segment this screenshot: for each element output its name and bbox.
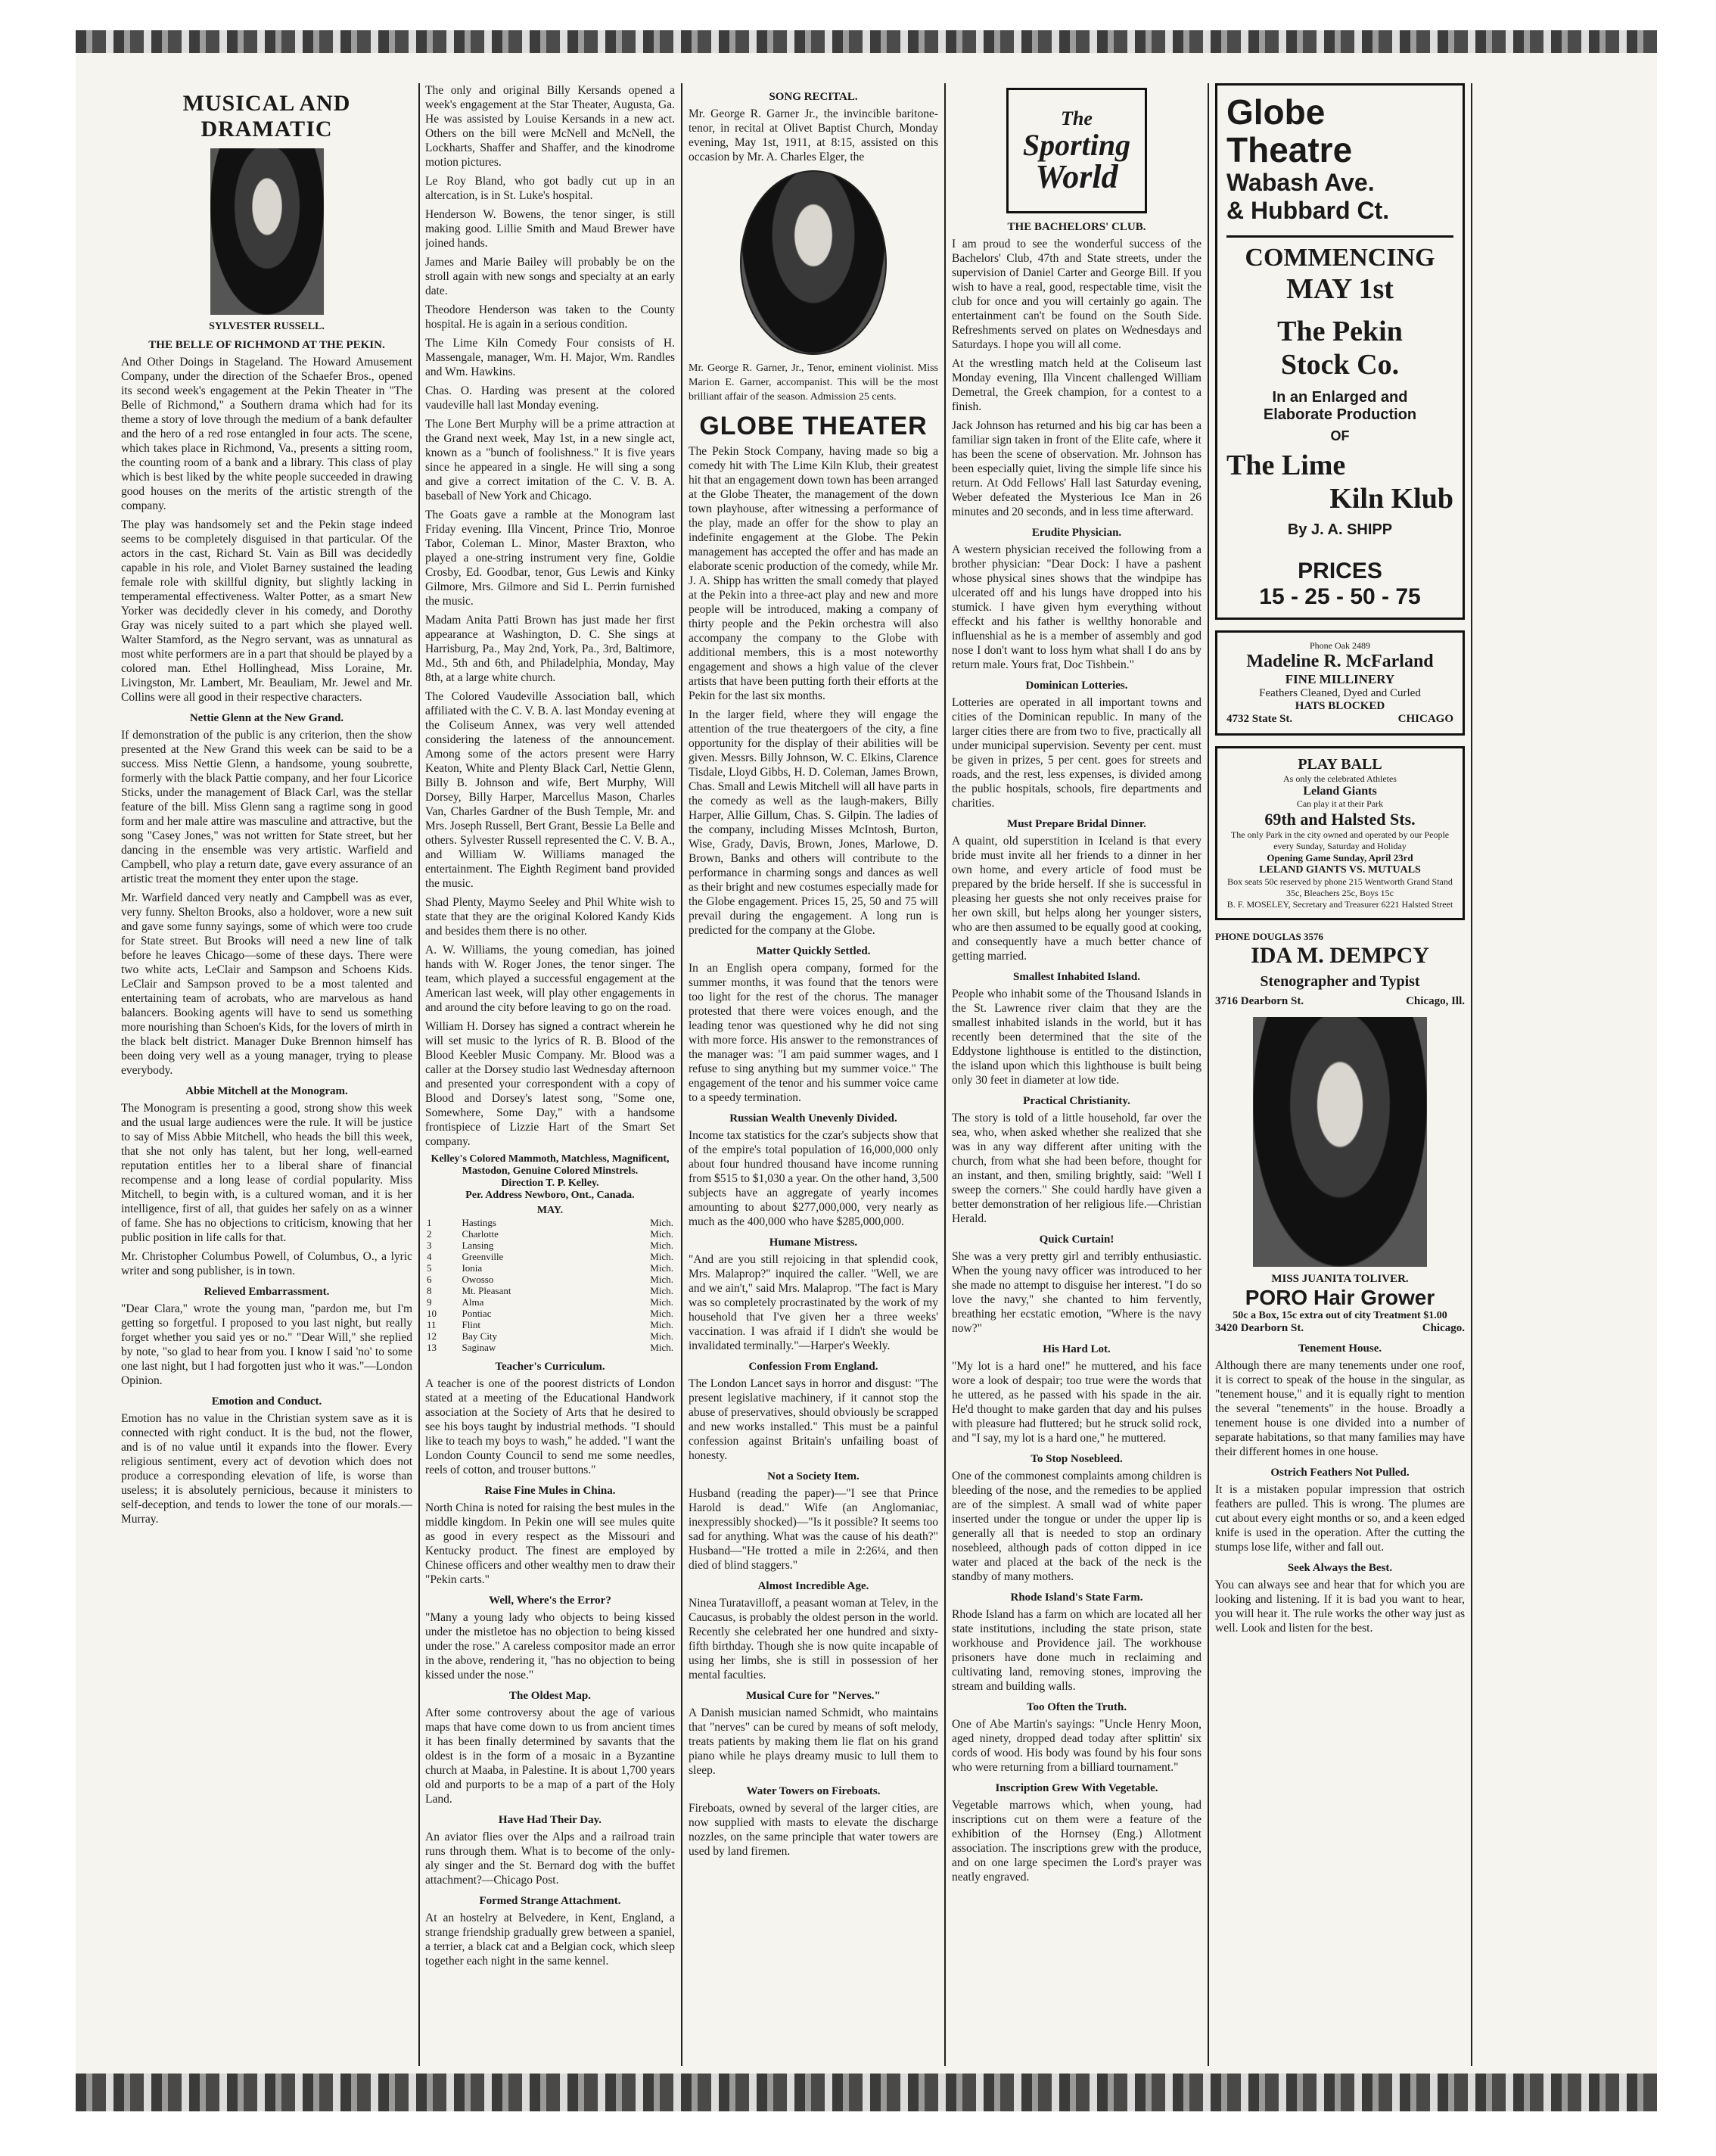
schedule-row bbox=[425, 1228, 675, 1240]
schedule-state: Mich. bbox=[650, 1240, 673, 1251]
article-paragraph: The Lime Kiln Comedy Four consists of H. Massengale, manager, Wm. H. Major, Wm. Randles and Wm. Hawkins. bbox=[425, 337, 675, 378]
article-paragraph: Jack Johnson has returned and his big car has been a familiar sign taken in front of the Elite cafe, where it has been the scene of observation. Mr. Johnson has been especially quiet, living the simple life since his return. At Odd Fellows' Hall last Saturday evening, Weber defeated the Mysterious Ice Man in 26 minutes and 20 seconds, and in less time afterward. bbox=[952, 419, 1202, 518]
article-heading: Rhode Island's State Farm. bbox=[1010, 1591, 1143, 1604]
schedule-day: 8 bbox=[427, 1285, 432, 1296]
article-paragraph: At an hostelry at Belvedere, in Kent, England, a strange friendship gradually grew between a spaniel, a terrier, a black cat and a Belgian cock, which sleep together each night in the same kennel. bbox=[425, 1912, 675, 1968]
article-heading: Ostrich Feathers Not Pulled. bbox=[1270, 1467, 1410, 1479]
schedule-city: Flint bbox=[462, 1319, 481, 1330]
article-paragraph: "My lot is a hard one!" he muttered, and his face wore a look of despair; too true were the words that he uttered, as he passed with his spade in the air. He'd thought to make garden that day and his pulses with pleasure had fluttered; but he struck solid rock, and "I say, my lot is a hard one," he muttered. bbox=[952, 1360, 1202, 1445]
article-paragraph: It is a mistaken popular impression that ostrich feathers are pulled. This is wrong. The plumes are cut about every eight months or so, and a keen edged knife is used in the operation. After the cutting the stumps lose life, wither and fall out. bbox=[1215, 1483, 1465, 1554]
schedule-state: Mich. bbox=[650, 1296, 673, 1308]
article-heading: Must Prepare Bridal Dinner. bbox=[1007, 818, 1146, 830]
play-ball-title: PLAY BALL bbox=[1298, 756, 1382, 773]
schedule-row bbox=[425, 1285, 675, 1296]
article-paragraph: Shad Plenty, Maymo Seeley and Phil White wish to state that they are the original Kolored Kandy Kids and besides them there is no other. bbox=[425, 896, 675, 938]
schedule-day: 9 bbox=[427, 1296, 432, 1308]
globe-ad-company1: The Pekin bbox=[1277, 316, 1403, 347]
schedule-state: Mich. bbox=[650, 1251, 673, 1262]
stenographer-name: IDA M. DEMPCY bbox=[1251, 943, 1429, 968]
schedule-state: Mich. bbox=[650, 1319, 673, 1330]
article-paragraph: You can always see and hear that for which you are looking and listening. If it is bad you want to hear, you will hear it. The rule works the other way just as well. Look and listen for the best. bbox=[1215, 1579, 1465, 1635]
schedule-row bbox=[425, 1251, 675, 1262]
article-paragraph: The Monogram is presenting a good, strong show this week and the usual large audiences were the rule. It will be justice to say of Miss Abbie Mitchell, who heads the bill this week, that she not only has talent, but her long, well-earned reputation entitles her to a liberal share of financial recompense and a long lease of cordial popularity. Miss Mitchell, to begin with, is a cultured woman, and it is her intelligence, first of all, that guides her safely on as a winner of fame. She has no objections to criticism, knowing that her public position in life calls for that. bbox=[121, 1102, 412, 1244]
millinery-trade: FINE MILLINERY bbox=[1285, 672, 1395, 686]
schedule-city: Alma bbox=[462, 1296, 484, 1308]
article-paragraph: One of the commonest complaints among children is bleeding of the nose, and the remedies to be applied are of the simplest. A small wad of white paper inserted under the tongue or under the upper lip is generally all that is needed to stop an ordinary nosebleed, although pads of cotton dipped in ice water and placed at the back of the neck is the standby of many mothers. bbox=[952, 1470, 1202, 1583]
minstrels-ad-address: Per. Address Newboro, Ont., Canada. bbox=[465, 1190, 635, 1201]
article-heading: Almost Incredible Age. bbox=[757, 1580, 869, 1592]
article-heading: Tenement House. bbox=[1298, 1342, 1382, 1355]
logo-word-sporting: Sporting bbox=[1022, 128, 1131, 162]
article-heading: Too Often the Truth. bbox=[1026, 1701, 1127, 1713]
schedule-day: 4 bbox=[427, 1251, 432, 1262]
article-paragraph: Henderson W. Bowens, the tenor singer, is still making good. Lillie Smith and Maud Brewer have joined hands. bbox=[425, 208, 675, 250]
play-ball-line: Can play it at their Park bbox=[1296, 798, 1384, 809]
article-paragraph: James and Marie Bailey will probably be on the stroll again with new songs and specialty at an early date. bbox=[425, 256, 675, 297]
schedule-state: Mich. bbox=[650, 1285, 673, 1296]
globe-theatre-ad bbox=[1215, 83, 1465, 620]
article-paragraph: Emotion has no value in the Christian system save as it is connected with right conduct. It is the bud, not the flower, and is of no value until it expands into the flower. Every religious sentiment, every act of devotion which does not produce a corresponding elevation of life, is worse than useless; it is absolutely pernicious, because it ministers to self-deception, and tends to lower the tone of our morals.—Murray. bbox=[121, 1412, 412, 1526]
article-heading: Quick Curtain! bbox=[1039, 1234, 1114, 1246]
column-stage-notes bbox=[425, 83, 675, 2066]
article-paragraph: If demonstration of the public is any criterion, then the show presented at the New Grand this week can be said to be a success. Miss Nettie Glenn, a handsome, young soubrette, formerly with the black Pattie company, and her four Licorice Sticks, under the management of Black Carl, was the stellar feature of the bill. Miss Glenn sang a ragtime song in good form and her male attire was masculine and attractive, but the song "Casey Jones," was not written for State street, but her dancing in the ensemble was very artistic. Warfield and Campbell, who play a return date, gave every assurance of an artistic treat the moment they enter upon the stage. bbox=[121, 729, 412, 885]
logo-word-the: The bbox=[1061, 107, 1093, 129]
schedule-day: 11 bbox=[427, 1319, 437, 1330]
article-heading: Dominican Lotteries. bbox=[1025, 680, 1128, 692]
article-heading: Erudite Physician. bbox=[1031, 527, 1122, 539]
schedule-state: Mich. bbox=[650, 1330, 673, 1342]
article-heading: Have Had Their Day. bbox=[498, 1814, 602, 1826]
millinery-line: Feathers Cleaned, Dyed and Curled bbox=[1259, 687, 1421, 699]
schedule-city: Charlotte bbox=[462, 1228, 499, 1240]
schedule-row bbox=[425, 1308, 675, 1319]
article-paragraph: I am proud to see the wonderful success of the Bachelors' Club, 47th and State streets, under the supervision of Daniel Carter and George Bill. If you wish to have a real, good, respectable time, visit the club for once and you will certainly go again. The entertainment can't be found on the South Side. Refreshments served on plates on Wednesdays and Saturdays. I hope you will all come. bbox=[952, 238, 1202, 351]
schedule-day: 10 bbox=[427, 1308, 437, 1319]
schedule-state: Mich. bbox=[650, 1262, 673, 1274]
article-heading: Relieved Embarrassment. bbox=[204, 1286, 330, 1298]
article-paragraph: William H. Dorsey has signed a contract wherein he will set music to the lyrics of R. B. Blood of the Blood Keebler Music Company. Mr. Blood was a caller at the Dorsey studio last Wednesday afternoon and presented your correspondent with a copy of Blood and Dorsey's latest song, "Some one, Somewhere, Some Day," with a handsome frontispiece of Lizzie Hart of the Smart Set company. bbox=[425, 1020, 675, 1148]
article-paragraph: A Danish musician named Schmidt, who maintains that "nerves" can be cured by means of soft melody, treats patients by making them lie flat on his grand piano while he plays dreamy music to lull them to sleep. bbox=[689, 1706, 938, 1777]
article-heading: To Stop Nosebleed. bbox=[1031, 1453, 1123, 1465]
millinery-ad bbox=[1215, 630, 1465, 736]
article-paragraph: The play was handsomely set and the Pekin stage indeed seems to be completely disguised in that particular. Of the actors in the cast, Richard St. Vain as Bill was decidedly capable in his role, and Violet Barney sustained the leading female role with skillful dignity, but slightly lacking in temperamental effectiveness. Walter Potter, as a smart New Yorker was decidedly clever in his comedy, and Dorothy Gray was nicely suited to a part which she played well. Walter Stamford, as the Negro servant, was as unnatural as most white performers are in a part that should be played by a colored man. Ethel Hollinghead, Miss Loraine, Mr. Livingston, Mr. Lambert, Mr. Beauliam, Mr. Jewel and Mr. Collins were all good in their respective characters. bbox=[121, 518, 412, 704]
schedule-row bbox=[425, 1296, 675, 1308]
globe-ad-prod2: Elaborate Production bbox=[1263, 406, 1417, 423]
minstrels-ad-direction: Direction T. P. Kelley. bbox=[501, 1178, 599, 1189]
article-paragraph: The London Lancet says in horror and disgust: "The present legislative machinery, if it cannot stop the abuse of preservatives, should obviously be scrapped and new works installed." This must be a painful confession against Britain's unfailing boast of honesty. bbox=[689, 1377, 938, 1462]
article-paragraph: The Colored Vaudeville Association ball, which affiliated with the C. V. B. A. last Monday evening at the Coliseum Annex, was very well attended considering the lateness of the announcement. Among some of the actors present were Harry Keaton, White and Plenty Black Carl, Nettie Glenn, Billy B. Johnson and wife, Bert Murphy, Will Dorsey, Billy Harper, Marcellus Mason, Charles Van, Charles Gardner of the Bush Temple, Mr. and Mrs. Joseph Russell, Bert Grant, Bessie La Belle and others. Sylvester Russell represented the C. V. B. A., and William W. Williams managed the entertainment. The Eighth Regiment band provided the music. bbox=[425, 690, 675, 890]
article-heading: Smallest Inhabited Island. bbox=[1013, 971, 1140, 983]
schedule-city: Hastings bbox=[462, 1217, 496, 1228]
play-ball-prices: Box seats 50c reserved by phone 215 Wentworth Grand Stand 35c, Bleachers 25c, Boys 15c bbox=[1227, 876, 1453, 898]
article-paragraph: "And are you still rejoicing in that splendid cook, Mrs. Malaprop?" inquired the caller. "Well, we are and we ain't," said Mrs. Malaprop. "The fact is Mary was so completely procrastinated by the work of my household that I've given her a three weeks' vaccination. I was afraid if I didn't she would be invalidated terminally."—Harper's Weekly. bbox=[689, 1253, 938, 1352]
article-paragraph: "Many a young lady who objects to being kissed under the mistletoe has no objection to being kissed under the rose." A careless compositor made an error in the above, rendering it, "has no objection to being kissed under the nose." bbox=[425, 1611, 675, 1682]
schedule-state: Mich. bbox=[650, 1217, 673, 1228]
schedule-day: 1 bbox=[427, 1217, 432, 1228]
article-paragraph: The Pekin Stock Company, having made so big a comedy hit with The Lime Kiln Klub, their greatest hit that an engagement down town has been arranged at the Globe Theater, the management of the down town playhouse, after witnessing a performance of the play, made an offer for the show to play an indefinite engagement at the Globe. The Pekin management has accepted the offer and has made an elaborate scenic production of the comedy, while Mr. J. A. Shipp has written the small comedy that played at the Pekin into a three-act play and new and more people will be introduced, making a company of thirty people and the Pekin orchestra will also accompany the company to the Globe with additional members, this is a most noteworthy engagement and shows a high value of the clever artists that have been putting forth their efforts at the Pekin for the last six months. bbox=[689, 445, 938, 702]
article-paragraph: After some controversy about the age of various maps that have come down to us from ancient times it has been finally determined by savants that the oldest is in the form of a mosaic in a Byzantine church at Maaba, in Palestine. It is about 1,700 years old and purports to be a map of a part of the Holy Land. bbox=[425, 1706, 675, 1806]
article-paragraph: In an English opera company, formed for the summer months, it was found that the tenors were too light for the rest of the chorus. The manager protested that there were voices enough, and the leading tenor was questioned why he did not sing with more force. His answer to the remonstrances of the manager was: "I am paid summer wages, and I refuse to sing anything but my summer voice." The engagement of the tenor and his summer voice came to a speedy termination. bbox=[689, 962, 938, 1104]
schedule-city: Owosso bbox=[462, 1274, 494, 1285]
schedule-city: Bay City bbox=[462, 1330, 498, 1342]
schedule-row bbox=[425, 1342, 675, 1353]
schedule-row bbox=[425, 1274, 675, 1285]
millinery-address: 4732 State St. bbox=[1226, 713, 1293, 725]
article-paragraph: At the wrestling match held at the Coliseum last Monday evening, Illa Vincent challenged William Demetral, the Greek champion, for a contest to a finish. bbox=[952, 357, 1202, 413]
schedule-day: 5 bbox=[427, 1262, 432, 1274]
globe-ad-prices-label: PRICES bbox=[1298, 558, 1382, 583]
article-heading: Seek Always the Best. bbox=[1287, 1562, 1393, 1574]
hair-grower-city: Chicago. bbox=[1422, 1322, 1465, 1334]
article-paragraph: An aviator flies over the Alps and a railroad train runs through them. What is to become of the only-aly singer and the St. Bernard dog with the buffet attachment?—Chicago Post. bbox=[425, 1831, 675, 1887]
article-heading: Matter Quickly Settled. bbox=[756, 945, 871, 957]
play-ball-team: Leland Giants bbox=[1303, 785, 1377, 798]
schedule-row bbox=[425, 1217, 675, 1228]
portrait-juanita-toliver bbox=[1253, 1017, 1427, 1267]
article-paragraph: A teacher is one of the poorest districts of London stated at a meeting of the Educational Handwork association at the Society of Arts that he desired to see his boys taught by industrial methods. "I should like to teach my boys to wash," he added. "I want the London County Council to send me some needles, reels of cotton, and trouser buttons." bbox=[425, 1377, 675, 1476]
schedule-state: Mich. bbox=[650, 1274, 673, 1285]
article-heading: Humane Mistress. bbox=[769, 1237, 858, 1249]
play-ball-secretary: B. F. MOSELEY, Secretary and Treasurer 6221 Halsted Street bbox=[1226, 899, 1453, 910]
globe-theater-title: GLOBE THEATER bbox=[699, 412, 928, 440]
column-ads-right bbox=[1478, 83, 1645, 2066]
schedule-city: Mt. Pleasant bbox=[462, 1285, 511, 1296]
play-ball-ad bbox=[1215, 746, 1465, 920]
article-paragraph: People who inhabit some of the Thousand Islands in the St. Lawrence river claim that they are the smallest inhabited islands in the world, but it has recently been determined that the site of the Eddystone lighthouse is entitled to the distinction, the island upon which this lighthouse is built being only 30 feet in diameter at low tide. bbox=[952, 988, 1202, 1087]
column-rule bbox=[681, 83, 682, 2066]
stenographer-city: Chicago, Ill. bbox=[1406, 995, 1465, 1007]
portrait-sylvester-russell bbox=[210, 148, 324, 315]
section-title: MUSICAL AND DRAMATIC bbox=[182, 91, 351, 142]
column-rule bbox=[1208, 83, 1209, 2066]
millinery-city: CHICAGO bbox=[1397, 713, 1453, 725]
article-paragraph: In the larger field, where they will engage the attention of the true theatergoers of the city, a fine opportunity for the display of their abilities will be given. Messrs. Billy Johnson, W. C. Elkins, Clarence Tisdale, Lloyd Gibbs, H. D. Coleman, James Brown, Chas. Small and Lewis Mitchell will all have parts in the comedy as well as the laugh-makers, Billy Harper, Allie Gillum, Chas. S. Gilpin. The ladies of the company, including Misses McIntosh, Burton, Wise, Grady, Davis, Brown, Jones, Marlowe, D. Brown, Banks and others will contribute to the performance in charming songs and dances as well as their bright and new costumes especially made for the Globe engagement. Prices 15, 25, 50 and 75 will prevail during the engagement. A long run is predicted for the company at the Globe. bbox=[689, 708, 938, 937]
article-heading: SONG RECITAL. bbox=[769, 91, 858, 103]
article-heading: Well, Where's the Error? bbox=[489, 1594, 611, 1607]
article-paragraph: The only and original Billy Kersands opened a week's engagement at the Star Theater, Augusta, Ga. He was assisted by Louise Kersands in a new act. Others on the bill were McNell and McNell, the Lockharts, Shaffer and Shaffer, and the kinodrome motion pictures. bbox=[425, 84, 675, 169]
article-paragraph: The Lone Bert Murphy will be a prime attraction at the Grand next week, May 1st, in a new single act, known as a "bunch of foolishness." It is five years since he appeared in a single. He will sing a song and give a correct imitation of the C. V. B. A. baseball of New York and Chicago. bbox=[425, 418, 675, 502]
article-heading: Abbie Mitchell at the Monogram. bbox=[185, 1085, 348, 1097]
sporting-world-logo bbox=[1006, 88, 1147, 213]
article-heading: Raise Fine Mules in China. bbox=[484, 1485, 616, 1497]
schedule-row bbox=[425, 1240, 675, 1251]
globe-ad-date: MAY 1st bbox=[1286, 273, 1394, 305]
globe-ad-line3: Wabash Ave. bbox=[1226, 169, 1375, 196]
schedule-day: 13 bbox=[427, 1342, 437, 1353]
article-paragraph: And Other Doings in Stageland. The Howard Amusement Company, under the direction of the Schaefer Bros., opened its second week's engagement at the Pekin Theater in "The Belle of Richmond," a Southern drama which had for its theme a story of love through the medium of a bank defaulter and the hero of a red rose entangled in four acts. The scene, which takes place in Richmond, Va., presents a sitting room, the counting room of a bank and a library. This class of play which is best liked by the white people succeeded in drawing good houses on the merits of the artistic strength of the company. bbox=[121, 356, 412, 512]
article-paragraph: Income tax statistics for the czar's subjects show that of the empire's total population of 16,000,000 only about four hundred thousand have income running from $515 to $1,030 a year. On the other hand, 3,500 subjects have an aggregate of yearly incomes amounting to about $277,000,000, very nearly as much as the 400,000 who have $285,000,000. bbox=[689, 1129, 938, 1228]
stenographer-address: 3716 Dearborn St. bbox=[1215, 995, 1304, 1007]
article-heading: Musical Cure for "Nerves." bbox=[746, 1690, 881, 1702]
article-paragraph: She was a very pretty girl and terribly enthusiastic. When the young navy officer was introduced to her she made no attempt to disguise her interest. "I do so love the navy," she chanted to him fervently, breathing her ecstatic emotion, "Where is the navy now?" bbox=[952, 1250, 1202, 1335]
portrait-caption: SYLVESTER RUSSELL. bbox=[209, 321, 325, 332]
article-paragraph: Although there are many tenements under one roof, it is correct to speak of the house in the singular, as "tenement house," and it is equally right to mention the several "tenements" in the house. Broadly a tenement house is one divided into a number of separate habitations, so that many families may have their different homes in one house. bbox=[1215, 1359, 1465, 1458]
article-heading: Water Towers on Fireboats. bbox=[746, 1785, 881, 1797]
hair-grower-address: 3420 Dearborn St. bbox=[1215, 1322, 1304, 1334]
globe-ad-line4: & Hubbard Ct. bbox=[1226, 197, 1390, 224]
article-heading: Confession From England. bbox=[748, 1361, 878, 1373]
article-paragraph: "Dear Clara," wrote the young man, "pardon me, but I'm getting so forgetful. I proposed to you last night, but really forget whether you said yes or no." "Dear Will," she replied by note, "so glad to hear from you. I know I said 'no' to some one last night, but I had forgotten just who it was."—London Opinion. bbox=[121, 1302, 412, 1387]
play-ball-matchup: LELAND GIANTS VS. MUTUALS bbox=[1259, 864, 1421, 876]
column-sporting-world bbox=[952, 83, 1202, 2066]
minstrels-schedule-table bbox=[425, 1217, 675, 1353]
schedule-city: Lansing bbox=[462, 1240, 494, 1251]
play-ball-line: The only Park in the city owned and operated by our People every Sunday, Saturday and Holiday bbox=[1230, 829, 1450, 851]
column-rule bbox=[418, 83, 420, 2066]
schedule-city: Pontiac bbox=[462, 1308, 492, 1319]
article-paragraph: The Goats gave a ramble at the Monogram last Friday evening. Illa Vincent, Prince Trio, Monroe Tabor, Coleman L. Minor, Master Braxton, who played a one-string instrument very fine, Goldie Crosby, Ed. Goodbar, tenor, Gus Lewis and Kinky Gilmore, Mrs. Gilmore and Sid L. Perrin furnished the music. bbox=[425, 509, 675, 608]
article-heading: THE BACHELORS' CLUB. bbox=[1007, 221, 1146, 233]
globe-ad-show1: The Lime bbox=[1226, 450, 1346, 481]
portrait-george-garner bbox=[740, 170, 887, 355]
column-rule bbox=[944, 83, 946, 2066]
article-heading: Practical Christianity. bbox=[1023, 1095, 1130, 1107]
hair-grower-name: MISS JUANITA TOLIVER. bbox=[1271, 1273, 1409, 1285]
article-paragraph: Mr. Warfield danced very neatly and Campbell was as ever, very funny. Shelton Brooks, also a holdover, wore a new suit and gave some funny sayings, some of which were too crude for State street. But Brooks will need a new line of talk before he leaves Chicago—some of these days. There were two white acts, LeClair and Sampson and Schoens Kids. LeClair and Sampson proved to be a most talented and entertaining team of acrobats, who are marvelous as hand balancers. Booking agents will have to send us something more nourishing than Schoen's Kids, for the lovers of mirth in the black belt district. Manager Duke Brennon himself has been doing very well as a young manager, trying to please everybody. bbox=[121, 891, 412, 1077]
globe-ad-company2: Stock Co. bbox=[1280, 349, 1400, 381]
stenographer-phone: PHONE DOUGLAS 3576 bbox=[1215, 931, 1324, 942]
play-ball-opening: Opening Game Sunday, April 23rd bbox=[1267, 852, 1413, 863]
millinery-hats: HATS BLOCKED bbox=[1295, 700, 1385, 712]
schedule-city: Saginaw bbox=[462, 1342, 496, 1353]
play-ball-park: 69th and Halsted Sts. bbox=[1264, 810, 1416, 829]
article-paragraph: A. W. Williams, the young comedian, has joined hands with W. Roger Jones, the tenor singer. The team, which played a successful engagement at the American last week, will play other engagements in and around the city before leaving to go on the road. bbox=[425, 944, 675, 1014]
article-paragraph: Mr. George R. Garner Jr., the invincible baritone-tenor, in recital at Olivet Baptist Church, Monday evening, May 1st, 1911, at 8:15, assisted on this occasion by Mr. A. Charles Elger, the bbox=[689, 107, 938, 163]
article-paragraph: Ninea Turatavilloff, a peasant woman at Telev, in the Caucasus, is probably the oldest person in the world. Recently she celebrated her one hundred and sixty-fifth birthday. Though she is now quite incapable of using her limbs, she is still in possession of her mental faculties. bbox=[689, 1597, 938, 1682]
article-heading: The Oldest Map. bbox=[509, 1690, 591, 1702]
article-paragraph: Chas. O. Harding was present at the colored vaudeville hall last Monday evening. bbox=[425, 384, 675, 412]
column-globe-theater bbox=[689, 83, 938, 2066]
millinery-name: Madeline R. McFarland bbox=[1246, 652, 1434, 671]
schedule-city: Ionia bbox=[462, 1262, 483, 1274]
article-paragraph: Vegetable marrows which, when young, had inscriptions cut on them were a feature of the exhibition of the Hornsey (Eng.) Allotment association. The inscriptions grew with the produce, and on one large specimen the Lord's prayer was neatly engraved. bbox=[952, 1799, 1202, 1884]
schedule-row bbox=[425, 1319, 675, 1330]
article-paragraph: The story is told of a little household, far over the sea, who, when asked whether she realized that she was in any way different after uniting with the church, from what she had been before, thought for an instant, and then, smiling brightly, said: "Well I sweep the corners." She could hardly have given a better demonstration of her religious life.—Christian Herald. bbox=[952, 1112, 1202, 1225]
article-subtitle: THE BELLE OF RICHMOND AT THE PEKIN. bbox=[148, 339, 385, 351]
article-paragraph: Rhode Island has a farm on which are located all her state institutions, including the state prison, state workhouse and Providence jail. The workhouse prisoners have done much in reclaiming and cultivating land, removing stones, improving the stream and building walls. bbox=[952, 1608, 1202, 1693]
schedule-row bbox=[425, 1330, 675, 1342]
globe-ad-show2: Kiln Klub bbox=[1329, 483, 1453, 515]
article-paragraph: Mr. Christopher Columbus Powell, of Columbus, O., a lyric writer and song publisher, is in town. bbox=[121, 1250, 412, 1277]
globe-ad-line2: Theatre bbox=[1226, 130, 1353, 170]
article-paragraph: One of Abe Martin's sayings: "Uncle Henry Moon, aged ninety, dropped dead today after splittin' six cords of wood. His body was found by his four sons who were returning from a billiard tournament." bbox=[952, 1718, 1202, 1774]
article-heading: Formed Strange Attachment. bbox=[479, 1895, 621, 1907]
article-heading: Not a Society Item. bbox=[767, 1470, 860, 1482]
schedule-day: 3 bbox=[427, 1240, 432, 1251]
torn-bottom-edge bbox=[76, 2074, 1657, 2111]
article-paragraph: Lotteries are operated in all important towns and cities of the Dominican republic. In many of the larger cities there are from two to five, practically all under municipal supervision. Seventy per cent. must be given in prizes, 5 per cent. goes for streets and roads, and the rest, less expenses, is divided among the public hospitals, schools, fire departments and charities. bbox=[952, 696, 1202, 810]
article-heading: Teacher's Curriculum. bbox=[495, 1361, 605, 1373]
stenographer-trade: Stenographer and Typist bbox=[1260, 973, 1420, 990]
schedule-city: Greenville bbox=[462, 1251, 504, 1262]
globe-ad-prod1: In an Enlarged and bbox=[1272, 389, 1408, 406]
article-heading: Emotion and Conduct. bbox=[211, 1395, 322, 1408]
portrait-caption: Mr. George R. Garner, Jr., Tenor, eminent violinist. Miss Marion E. Garner, accompanist. This will be the most brilliant affair of the season. Admission 25 cents. bbox=[689, 362, 938, 403]
article-paragraph: Fireboats, owned by several of the larger cities, are now supplied with masts to elevate the discharge nozzles, on the same principle that water towers are used by land firemen. bbox=[689, 1802, 938, 1858]
globe-ad-author: By J. A. SHIPP bbox=[1287, 521, 1393, 538]
schedule-day: 2 bbox=[427, 1228, 432, 1240]
schedule-day: 6 bbox=[427, 1274, 432, 1285]
article-paragraph: Theodore Henderson was taken to the County hospital. He is again in a serious condition. bbox=[425, 303, 675, 331]
globe-ad-prices: 15 - 25 - 50 - 75 bbox=[1259, 584, 1421, 609]
column-ads-globe bbox=[1215, 83, 1465, 2066]
column-musical-dramatic bbox=[121, 83, 412, 2066]
article-paragraph: North China is noted for raising the best mules in the middle kingdom. In Pekin one will see mules quite as good in every respect as the Missouri and Kentucky product. The finest are employed by Chinese officers and other wealthy men to draw their "Pekin carts." bbox=[425, 1501, 675, 1586]
minstrels-ad-month: MAY. bbox=[536, 1205, 564, 1216]
article-paragraph: A western physician received the following from a brother physician: "Dear Dock: I have a pashent whose physical sines shows that the windpipe has ulcerated off and his lungs have dropped into his stumick. I have given hym everything without effeckt and his father is wellthy honorable and influenshial as he is a member of assembly and god nose I don't want to loss hym what shall I do ans by return male. Yours frat, Doc Tishbein." bbox=[952, 543, 1202, 671]
article-heading: Inscription Grew With Vegetable. bbox=[995, 1782, 1158, 1794]
globe-ad-commencing: COMMENCING bbox=[1245, 244, 1435, 272]
article-paragraph: A quaint, old superstition in Iceland is that every bride must invite all her friends to a dinner in her own home, and every article of food must be prepared by the bride herself. If she is successful in pleasing her guests she not only receives praise for her own skill, but helps along her younger sisters, who are then assumed to be equally good at cooking, and consequently have a much better chance of getting married. bbox=[952, 835, 1202, 963]
schedule-state: Mich. bbox=[650, 1308, 673, 1319]
schedule-state: Mich. bbox=[650, 1342, 673, 1353]
globe-ad-of: OF bbox=[1330, 428, 1350, 443]
schedule-state: Mich. bbox=[650, 1228, 673, 1240]
schedule-row bbox=[425, 1262, 675, 1274]
play-ball-line: As only the celebrated Athletes bbox=[1283, 773, 1397, 784]
stenographer-ad bbox=[1215, 931, 1465, 1008]
article-heading: Russian Wealth Unevenly Divided. bbox=[729, 1112, 897, 1125]
millinery-phone: Phone Oak 2489 bbox=[1310, 640, 1370, 651]
globe-ad-line1: Globe bbox=[1226, 92, 1326, 132]
hair-grower-price: 50c a Box, 15c extra out of city Treatment $1.00 bbox=[1233, 1310, 1447, 1321]
article-paragraph: Madam Anita Patti Brown has just made her first appearance at Washington, D. C. She sings at Harrisburg, Pa., May 2nd, York, Pa., 3rd, Baltimore, Md., 5th and 6th, and Philadelphia, Monday, May 8th, at a large white church. bbox=[425, 614, 675, 684]
logo-word-world: World bbox=[1035, 158, 1118, 195]
hair-grower-brand: PORO Hair Grower bbox=[1245, 1286, 1435, 1309]
article-heading: Nettie Glenn at the New Grand. bbox=[189, 712, 344, 724]
column-rule bbox=[1471, 83, 1472, 2066]
schedule-day: 12 bbox=[427, 1330, 437, 1342]
minstrels-ad-title: Kelley's Colored Mammoth, Matchless, Magnificent, Mastodon, Genuine Colored Minstrels. bbox=[431, 1153, 670, 1177]
article-paragraph: Husband (reading the paper)—"I see that Prince Harold is dead." Wife (an Anglomaniac, inexpressibly shocked)—"Is it possible? It seems too sad for anything. What was the cause of his death?" Husband—"He trotted a mile in 2:26¼, and then died of blind staggers." bbox=[689, 1487, 938, 1572]
article-heading: His Hard Lot. bbox=[1043, 1343, 1111, 1355]
article-paragraph: Le Roy Bland, who got badly cut up in an altercation, is in St. Luke's hospital. bbox=[425, 175, 675, 202]
